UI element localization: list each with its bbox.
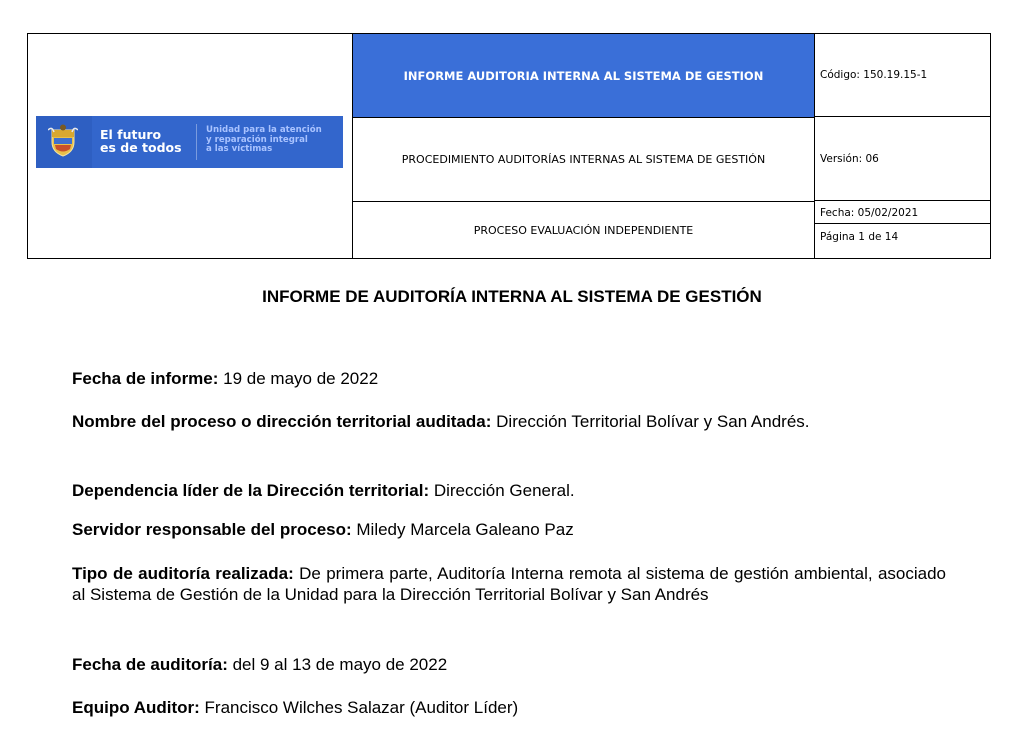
field-lead-dependency — [72, 480, 946, 501]
field-value: Miledy Marcela Galeano Paz — [351, 520, 574, 539]
document-date: Fecha: 05/02/2021 — [815, 202, 990, 224]
field-label: Servidor responsable del proceso: — [72, 520, 352, 539]
field-report-date — [72, 368, 946, 389]
field-label: Fecha de informe: — [72, 369, 219, 388]
procedure-name: PROCEDIMIENTO AUDITORÍAS INTERNAS AL SISTEMA DE GESTIÓN — [353, 118, 814, 202]
field-label: Dependencia líder de la Dirección territorial: — [72, 481, 430, 500]
field-label: Tipo de auditoría realizada: — [72, 564, 294, 583]
logo-slogan: El futuro es de todos — [100, 127, 182, 155]
field-label: Nombre del proceso o dirección territorial auditada: — [72, 412, 492, 431]
field-audited-process — [72, 411, 946, 432]
field-value: Francisco Wilches Salazar (Auditor Líder) — [199, 698, 519, 717]
field-label: Equipo Auditor: — [72, 698, 200, 717]
logo-cell — [28, 34, 353, 258]
field-label: Fecha de auditoría: — [72, 655, 228, 674]
header-meta-column — [815, 34, 990, 258]
field-value: De primera parte, Auditoría Interna remota al sistema de gestión ambiental, asociado al Sistema de Gestión de la Unidad para la Dirección Territorial Bolívar y San Andrés — [72, 564, 946, 604]
logo-banner — [36, 116, 343, 168]
page-number: Página 1 de 14 — [820, 231, 899, 243]
logo-unit-name: Unidad para la atención y reparación integral a las víctimas — [206, 125, 322, 154]
field-audit-type — [72, 563, 946, 605]
process-name: PROCESO EVALUACIÓN INDEPENDIENTE — [473, 223, 694, 237]
document-code: Código: 150.19.15-1 — [815, 34, 990, 117]
logo-divider — [196, 124, 197, 160]
field-value: Dirección General. — [429, 481, 575, 500]
document-header-table — [27, 33, 991, 259]
page-title: INFORME DE AUDITORÍA INTERNA AL SISTEMA DE GESTIÓN — [262, 287, 762, 306]
report-title: INFORME AUDITORIA INTERNA AL SISTEMA DE GESTION — [353, 34, 814, 118]
coat-of-arms-icon — [48, 124, 78, 158]
field-value: 19 de mayo de 2022 — [218, 369, 379, 388]
logo-emblem-area — [36, 116, 92, 168]
field-value: Dirección Territorial Bolívar y San Andrés. — [491, 412, 810, 431]
header-title-column — [353, 34, 815, 258]
field-audit-team — [72, 697, 946, 718]
document-version: Versión: 06 — [815, 118, 990, 201]
field-audit-date — [72, 654, 946, 675]
field-responsible-officer — [72, 519, 946, 540]
field-value: del 9 al 13 de mayo de 2022 — [227, 655, 448, 674]
